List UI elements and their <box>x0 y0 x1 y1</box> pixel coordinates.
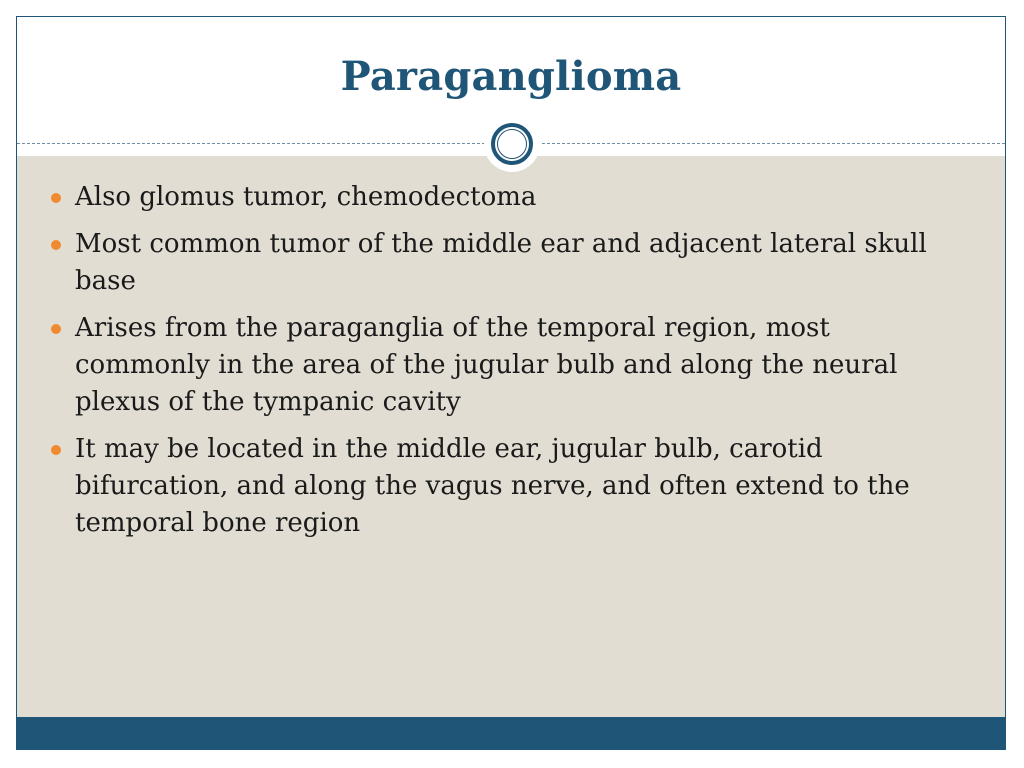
bullet-item <box>49 431 969 542</box>
bullet-dot-icon <box>51 445 61 455</box>
bullet-dot-icon <box>51 324 61 334</box>
bullet-item <box>49 310 969 421</box>
bullet-text: It may be located in the middle ear, jugular bulb, carotid bifurcation, and along the vagus nerve, and often extend to the temporal bone region <box>75 434 910 538</box>
bullet-item <box>49 226 969 300</box>
bullet-text: Most common tumor of the middle ear and adjacent lateral skull base <box>75 229 927 296</box>
bullet-dot-icon <box>51 193 61 203</box>
bullet-text: Also glomus tumor, chemodectoma <box>75 182 537 212</box>
bullet-dot-icon <box>51 240 61 250</box>
slide <box>16 16 1006 750</box>
bullet-list <box>49 179 969 552</box>
bullet-item <box>49 179 969 216</box>
circle-ornament-inner <box>497 129 527 159</box>
bullet-text: Arises from the paraganglia of the temporal region, most commonly in the area of the jugular bulb and along the neural plexus of the tympanic cavity <box>75 313 898 417</box>
slide-title: Paraganglioma <box>340 53 682 100</box>
footer-bar <box>17 717 1005 750</box>
